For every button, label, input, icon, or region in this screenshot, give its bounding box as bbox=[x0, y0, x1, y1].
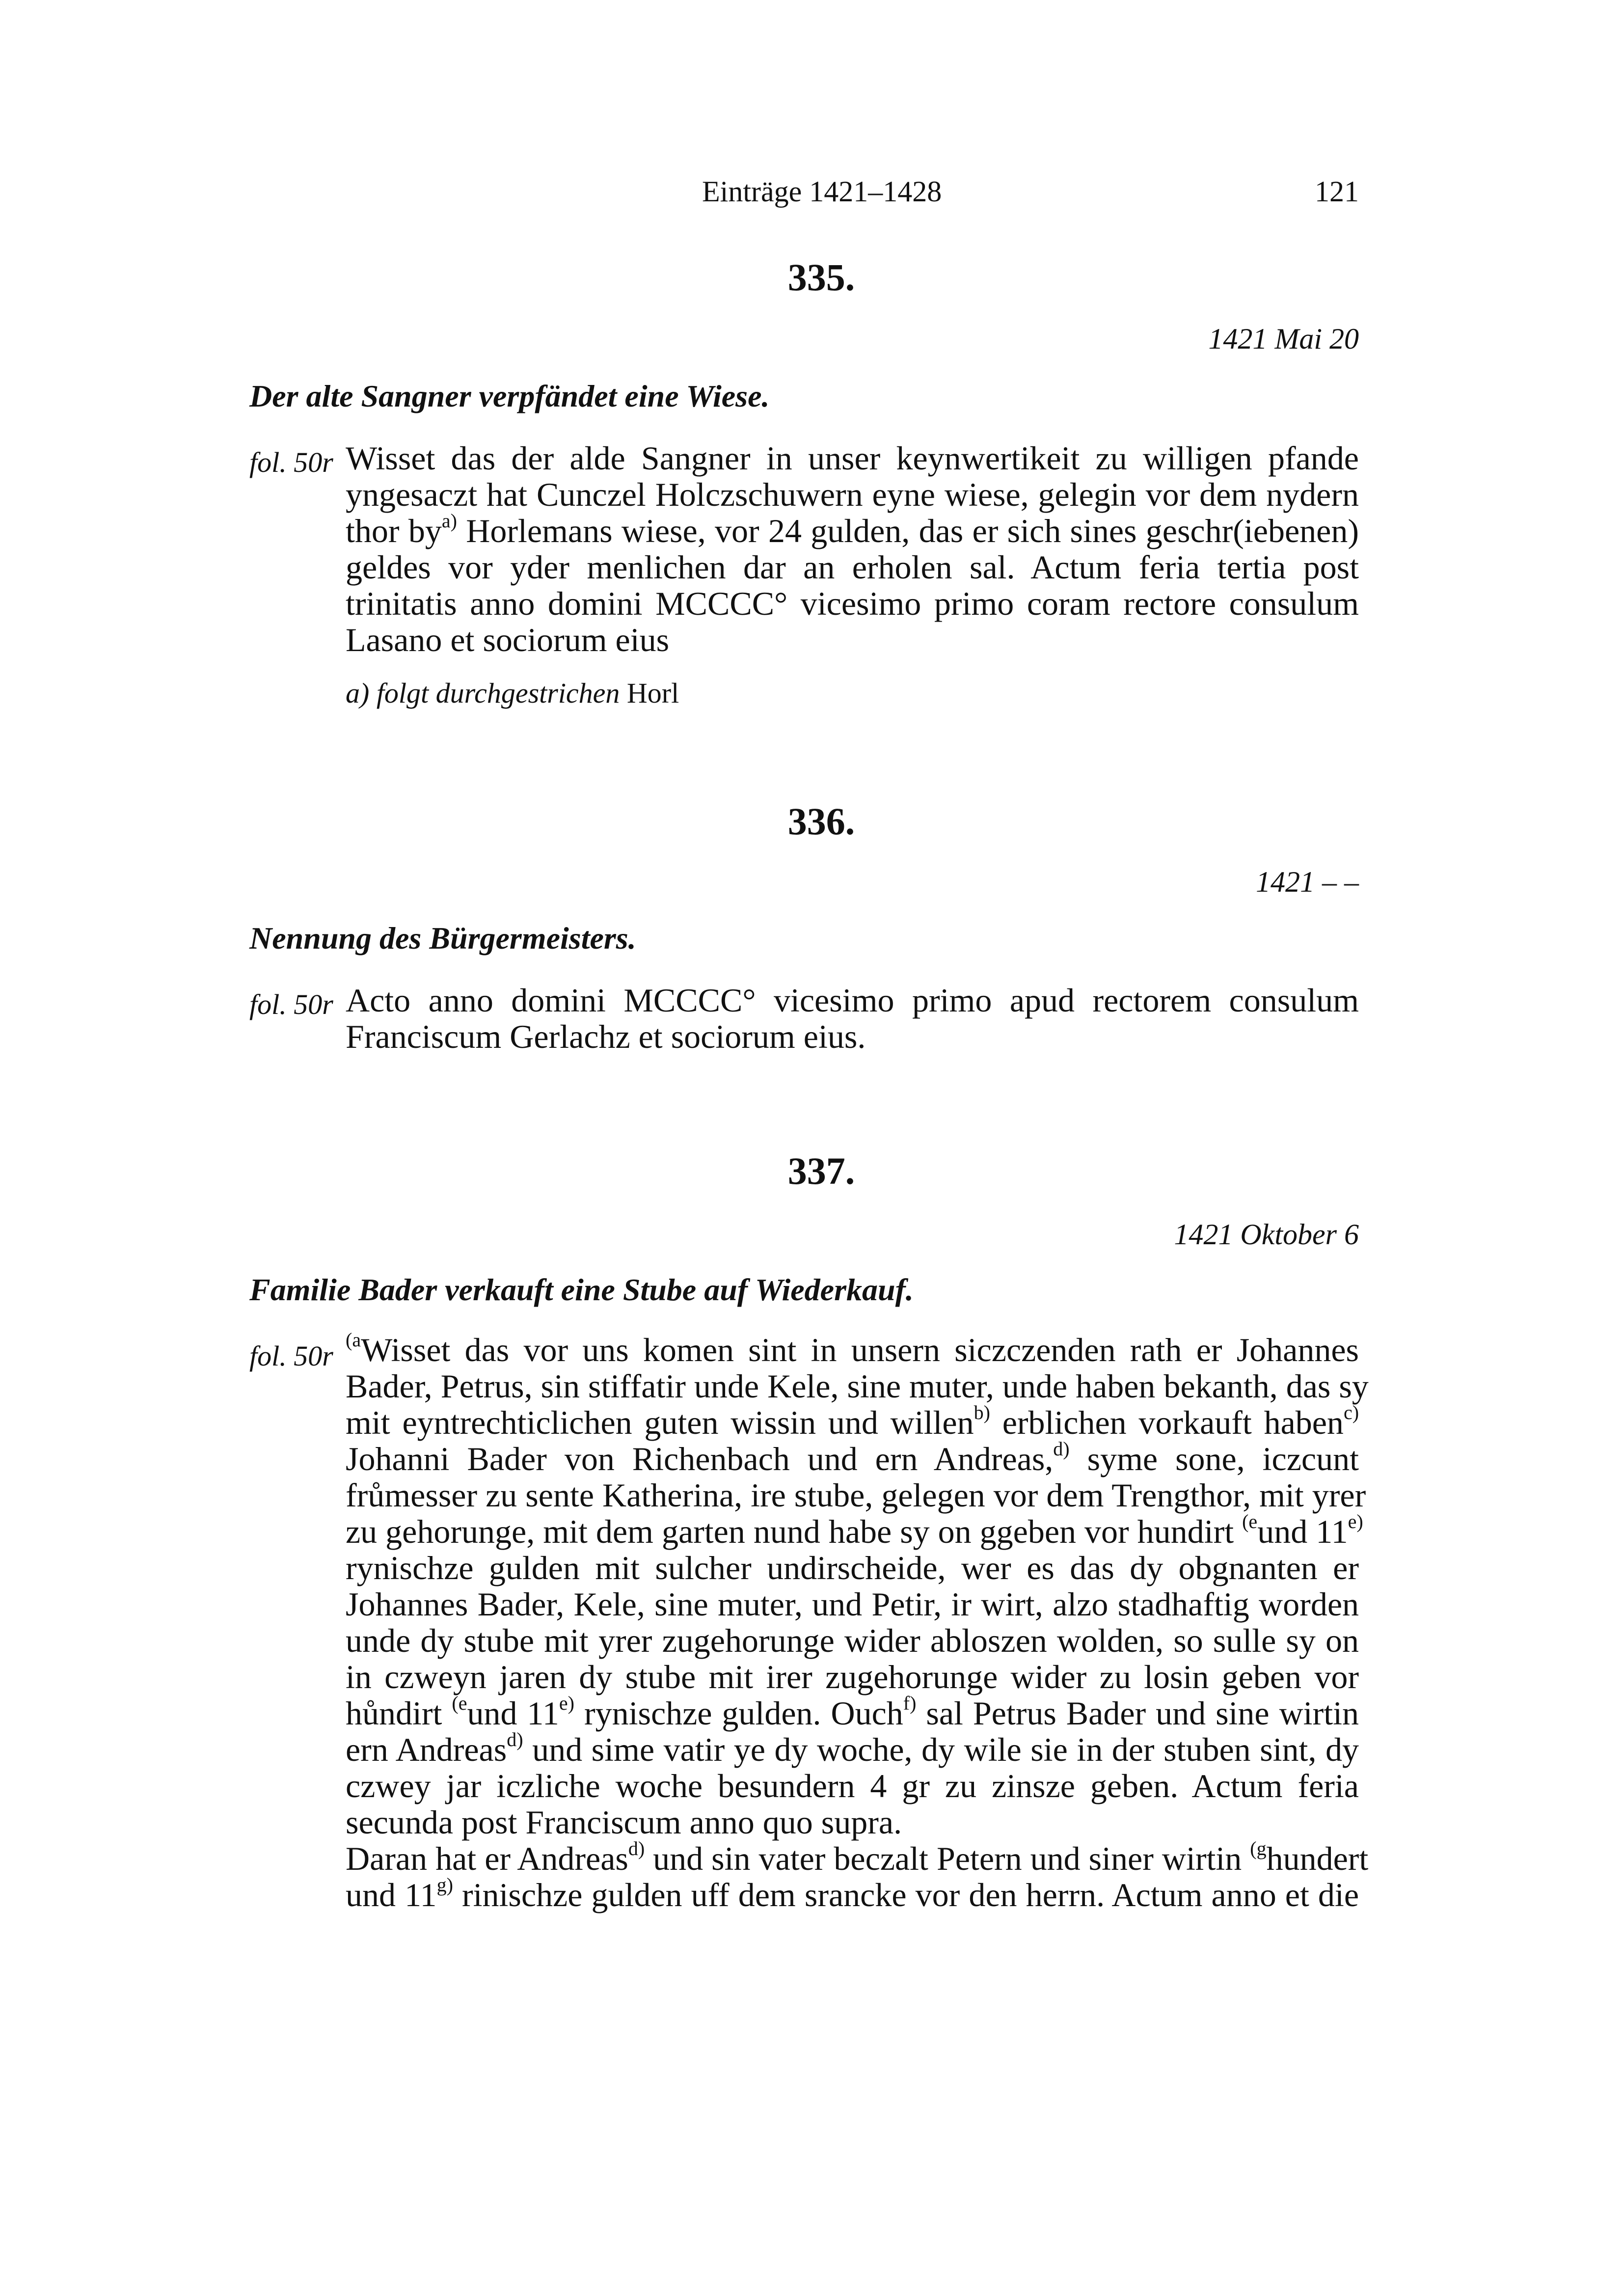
footnote-marker: b) bbox=[974, 1401, 990, 1424]
page-number: 121 bbox=[1315, 175, 1359, 208]
text-line: Johanni Bader von Richenbach und ern Andreas,$^{d)}$ syme sone, iczcunt bbox=[346, 1438, 1359, 1477]
footnote-marker: d) bbox=[507, 1728, 523, 1751]
text-line: thor $by^{a)}$ Horlemans wiese, vor 24 gulden, das er sich sines geschr(iebenen) bbox=[346, 510, 1359, 549]
footnote-marker: d) bbox=[628, 1837, 645, 1860]
text-line: $^{(a}$Wisset das vor uns komen sint in unsern siczczenden rath er Johannes bbox=[346, 1329, 1359, 1368]
entry-number: 335. bbox=[787, 256, 855, 299]
footnote-marker: f) bbox=[903, 1692, 917, 1715]
entry-date: 1421 Oktober 6 bbox=[1174, 1218, 1359, 1251]
footnote-marker: (g bbox=[1250, 1837, 1267, 1860]
text-line: frůmesser zu sente Katherina, ire stube, gelegen vor dem Trengthor, mit yrer bbox=[346, 1476, 1366, 1514]
text-line: yngesaczt hat Cunczel Holczschuwern eyne wiese, gelegin vor dem nydern bbox=[346, 476, 1359, 513]
text-line: in czweyn jaren dy stube mit irer zugehorunge wider zu losin geben vor bbox=[346, 1658, 1359, 1695]
footnote bbox=[346, 677, 679, 710]
folio-reference: fol. 50r bbox=[249, 446, 333, 478]
text-line: Lasano et sociorum eius bbox=[346, 621, 670, 658]
entry-date: 1421 Mai 20 bbox=[1208, 323, 1359, 355]
footnote-marker: (e bbox=[1242, 1510, 1258, 1533]
text-line: Johannes Bader, Kele, sine muter, und Petir, ir wirt, alzo stadhaftig worden bbox=[346, 1585, 1359, 1623]
footnote-marker: e) bbox=[1348, 1510, 1363, 1533]
footnote-marker: c) bbox=[1343, 1401, 1359, 1424]
running-head-title: Einträge 1421–1428 bbox=[702, 175, 942, 208]
text-line: Franciscum Gerlachz et sociorum eius. bbox=[346, 1018, 866, 1055]
footnote-marker: (a bbox=[346, 1329, 361, 1351]
text-line: und 11$^{g)}$ rinischze gulden uff dem srancke vor den herrn. Actum anno et die bbox=[346, 1874, 1359, 1913]
text-line: unde dy stube mit yrer zugehorunge wider abloszen wolden, so sulle sy on bbox=[346, 1622, 1359, 1659]
text-line: Acto anno domini MCCCC° vicesimo primo apud rectorem consulum bbox=[346, 982, 1359, 1019]
folio-reference: fol. 50r bbox=[249, 1340, 333, 1372]
entry-text bbox=[346, 440, 1359, 658]
footnote-text: Horl bbox=[626, 677, 679, 709]
entry-number: 337. bbox=[787, 1149, 855, 1192]
footnote-marker: d) bbox=[1053, 1438, 1070, 1460]
footnote-marker: e) bbox=[559, 1692, 574, 1715]
entry-text bbox=[346, 1329, 1369, 1913]
text-line: czwey jar iczliche woche besundern 4 gr zu zinsze geben. Actum feria bbox=[346, 1767, 1359, 1804]
text-line: ern Andreas$^{d)}$ und sime vatir ye dy woche, dy wile sie in der stuben sint, dy bbox=[346, 1728, 1359, 1768]
text-line: rynischze gulden mit sulcher undirscheide, wer es das dy obgnanten er bbox=[346, 1549, 1359, 1586]
entry-number: 336. bbox=[787, 800, 855, 843]
text-line: geldes vor yder menlichen dar an erholen sal. Actum feria tertia post bbox=[346, 548, 1359, 586]
footnote-marker: g) bbox=[436, 1874, 453, 1896]
text-line: Bader, Petrus, sin stiffatir unde Kele, sine muter, unde haben bekanth, das sy bbox=[346, 1367, 1369, 1405]
footnote-label: a) folgt durchgestrichen bbox=[346, 677, 620, 709]
folio-reference: fol. 50r bbox=[249, 988, 333, 1020]
text-line: zu gehorunge, mit dem garten nund habe sy on ggeben vor hundirt $^{(e}$und 11$^{e)}$ bbox=[346, 1510, 1363, 1550]
running-head bbox=[0, 175, 1623, 214]
entry-heading: Nennung des Bürgermeisters. bbox=[249, 921, 636, 956]
entry-date: 1421 – – bbox=[1256, 866, 1359, 898]
text-line: secunda post Franciscum anno quo supra. bbox=[346, 1804, 902, 1841]
entry-text bbox=[346, 982, 1359, 1055]
text-line: Wisset das der alde Sangner in unser keynwertikeit zu willigen pfande bbox=[346, 439, 1359, 477]
text-line: mit eyntrechticlichen guten wissin und willen$^{b)}$ erblichen vorkauft haben$^{c)}$ bbox=[346, 1401, 1359, 1441]
text-line: Daran hat er Andreas$^{d)}$ und sin vater beczalt Petern und siner wirtin $^{(g}$hundert bbox=[346, 1837, 1369, 1877]
entry-heading: Familie Bader verkauft eine Stube auf Wiederkauf. bbox=[249, 1272, 914, 1307]
text-line: trinitatis anno domini MCCCC° vicesimo primo coram rectore consulum bbox=[346, 585, 1359, 622]
entry-heading: Der alte Sangner verpfändet eine Wiese. bbox=[249, 379, 770, 413]
footnote-marker: a) bbox=[441, 510, 457, 532]
text-line: hůndirt $^{(e}$und 11$^{e)}$ rynischze gulden. Ouch$^{f)}$ sal Petrus Bader und sine wirtin bbox=[346, 1692, 1359, 1732]
footnote-marker: (e bbox=[452, 1692, 467, 1715]
